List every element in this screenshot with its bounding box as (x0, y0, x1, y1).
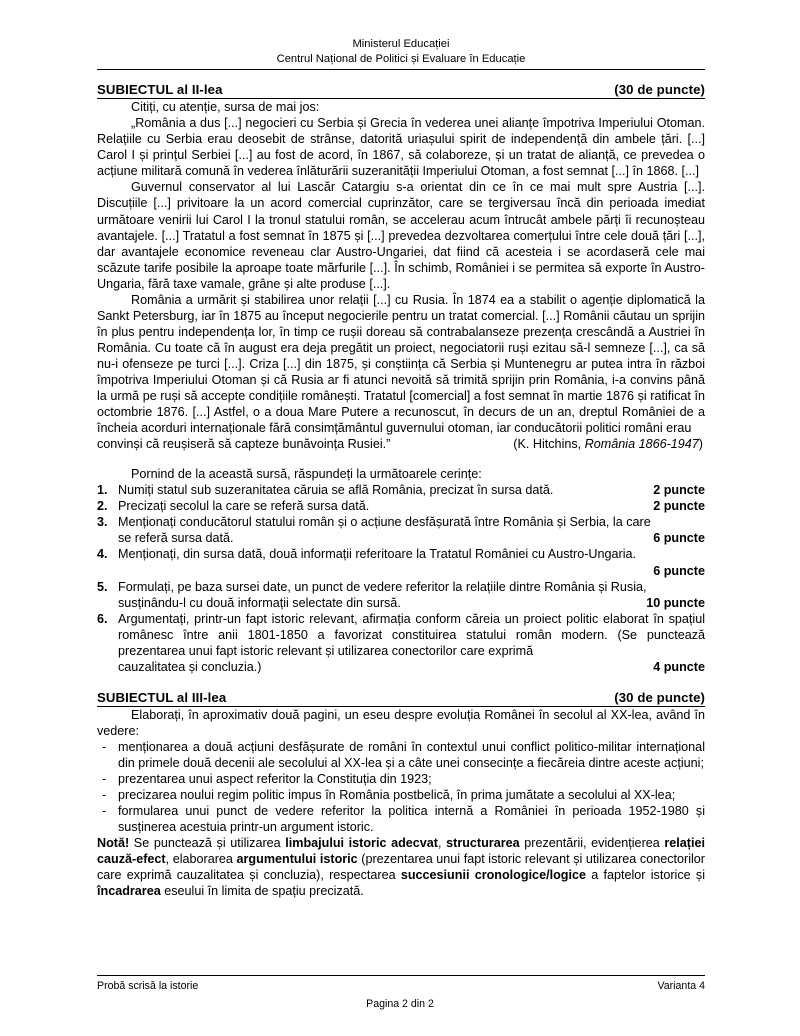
requirement-text: Menționați, din sursa dată, două informații referitoare la Tratatul României cu Austro-Ungaria. (118, 547, 637, 562)
essay-bullet-text: precizarea noului regim politic impus în România postbelică, în prima jumătate a secolului al XX-lea; (118, 788, 676, 803)
note-plain: , (438, 836, 447, 851)
requirement-item-3 (97, 514, 705, 546)
requirement-body (118, 514, 705, 546)
source-attribution-line (97, 436, 705, 452)
requirement-text: Numiți statul sub suzeranitatea căruia se află România, precizat în sursa dată. (118, 483, 554, 498)
source-closing-text: convinși că reușiseră să capteze bunăvoința Rusiei.” (97, 437, 391, 452)
essay-bullet-text: menționarea a două acțiuni desfășurate de români în contextul unui conflict politico-militar internațional din primele două decenii ale secolului al XX-lea și a câte unei consecințe a fiecăreia dintre aceste acțiuni; (118, 739, 705, 770)
requirement-text-line-1: Menționați conducătorul statului român și o acțiune desfășurată între România și Serbia, la care (118, 515, 651, 530)
footer-variant-label: Varianta 4 (657, 980, 705, 992)
requirement-text-line-1: Formulați, pe baza sursei date, un punct de vedere referitor la relațiile dintre România și Rusia, (118, 579, 647, 594)
citation-suffix: ) (698, 437, 703, 452)
ministry-name: Ministerul Educației (352, 38, 450, 50)
dash-icon: - (102, 739, 107, 754)
subject-two-points: (30 de puncte) (614, 82, 705, 98)
source-paragraph-1: „România a dus [...] negocieri cu Serbia și Grecia în vederea unei alianțe împotriva Imperiului Otoman. Relațiile cu Serbia erau deosebit de strânse, datorită uriașului spirit de independență din ambele țări. [...] Carol I și prințul Serbiei [...] au fost de acord, în 1867, să colaboreze, și un tratat de alianță, ce prevedea o acțiune militară comună în vederea înlăturării suzeranității Imperiului Otoman, a fost semnat [...] în 1868. [...] (97, 116, 705, 179)
requirements-list (97, 482, 705, 675)
page-number: Pagina 2 din 2 (366, 998, 434, 1010)
requirement-points: 2 puncte (653, 499, 705, 514)
note-plain: eseului în limita de spațiu precizată. (160, 884, 364, 899)
note-emphasis: structurarea (446, 836, 520, 851)
note-text (97, 836, 705, 898)
subject-three-title: SUBIECTUL al III-lea (97, 689, 227, 705)
note-plain: prezentării, evidențierea (519, 836, 665, 851)
requirement-text-line-2: se referă sursa dată. (118, 531, 234, 546)
requirement-text-line-2: susținându-l cu două informații selectate din sursă. (118, 595, 401, 610)
footer-divider (97, 975, 705, 976)
requirement-text-last-row (118, 530, 705, 546)
note-emphasis: succesiunii cronologice/logice (400, 868, 586, 883)
citation-title: România 1866-1947 (584, 437, 699, 452)
subject-two-title: SUBIECTUL al II-lea (97, 82, 223, 98)
note-plain: Se punctează și utilizarea (129, 836, 286, 851)
dash-icon: - (102, 804, 107, 819)
requirements-prompt: Pornind de la această sursă, răspundeți la următoarele cerințe: (131, 467, 482, 482)
requirement-number: 4. (97, 547, 108, 562)
essay-bullet-1 (97, 739, 705, 771)
essay-bullet-text: prezentarea unui aspect referitor la Constituția din 1923; (118, 772, 432, 787)
requirement-number: 5. (97, 579, 108, 594)
essay-bullet-4 (97, 803, 705, 835)
requirement-number: 6. (97, 611, 108, 626)
requirement-points: 4 puncte (653, 659, 705, 674)
citation-prefix: (K. Hitchins, (513, 437, 585, 452)
source-paragraph-2: Guvernul conservator al lui Lascăr Catargiu s-a orientat din ce în ce mai mult spre Austria [...]. Discuțiile [...] privitoare la un acord comercial cuprinzător, care se tergiversau încă din perioada imediat următoare venirii lui Carol I la tronul statului român, se accelerau acum întrucât ambele părți îi recunoșteau avantajele. [...] Tratatul a fost semnat în 1875 și [...] prevedea dezvoltarea comerțului între cele două țări [...], dar avantajele economice reveneau clar Austro-Ungariei, dat fiind că acesteia i se acordaseră cele mai scăzute tarife posibile la aproape toate mărfurile [...]. În schimb, României i se permitea să exporte în Austro-Ungaria, fără taxe vamale, grâne și alte produse [...]. (97, 180, 705, 291)
note-emphasis: relației cauză-efect (97, 836, 705, 867)
requirement-item-4 (97, 546, 705, 578)
requirement-body (118, 482, 705, 498)
evaluation-centre-name: Centrul Național de Politici și Evaluare în Educație (276, 52, 526, 65)
footer (97, 979, 705, 993)
essay-bullet-3 (97, 787, 705, 803)
requirement-points: 6 puncte (653, 563, 705, 578)
subject-two-instruction: Citiți, cu atenție, sursa de mai jos: (131, 100, 320, 115)
page-content (97, 0, 705, 899)
grading-note (97, 835, 705, 899)
requirement-number: 2. (97, 499, 108, 514)
requirement-text-last-row (118, 595, 705, 611)
requirement-item-5 (97, 579, 705, 611)
note-label: Notă! (97, 836, 130, 851)
requirement-text: Precizați secolul la care se referă sursa dată. (118, 499, 370, 514)
dash-icon: - (102, 772, 107, 787)
requirement-item-6 (97, 611, 705, 675)
requirement-points: 2 puncte (653, 483, 705, 498)
requirement-item-1 (97, 482, 705, 498)
source-citation (513, 436, 705, 452)
requirement-points: 10 puncte (646, 595, 705, 610)
subject-three-points: (30 de puncte) (614, 689, 705, 705)
subject-three-heading (97, 690, 705, 707)
source-paragraph-3: România a urmărit și stabilirea unor relații [...] cu Rusia. În 1874 ea a stabilit o agenție diplomatică la Sankt Petersburg, iar în 1875 au început negocierile pentru un tratat comercial. [...] Românii căutau un sprijin în plus pentru independența lor, în timp ce rușii doreau să contrabalanseze prezența crescândă a Austriei în România. Cu toate că în august era deja pregătit un proiect, negociatorii ruși ezitau să-l semneze [...], ca să nu-i ofenseze pe turci [...]. Criza [...] din 1875, și conștiința că Serbia și Muntenegru ar putea intra în război împotriva Imperiului Otoman și că Rusia ar fi atunci nevoită să trimită sprijin prin România, i-a convins până la urmă pe ruși să accepte condițiile românești. Tratatul [comercial] a fost semnat în martie 1876 și ratificat în octombrie 1876. [...] Astfel, o a doua Mare Putere a recunoscut, în decurs de un an, dreptul României de a încheia acorduri internaționale fără consimțământul guvernului otoman, iar conducătorii politici români erau (97, 292, 705, 436)
essay-bullet-text: formularea unui punct de vedere referitor la politica internă a României în perioada 1952-1980 și susținerea acestuia printr-un argument istoric. (118, 804, 705, 835)
requirement-body (118, 546, 705, 578)
document-header (97, 0, 705, 66)
requirement-text-line-2: cauzalitatea și concluzia.) (118, 659, 262, 674)
footer-exam-label: Probă scrisă la istorie (97, 980, 199, 992)
requirement-text-last-row (118, 659, 705, 675)
note-emphasis: încadrarea (97, 884, 161, 899)
requirement-number: 1. (97, 483, 108, 498)
requirement-item-2 (97, 498, 705, 514)
essay-intro: Elaborați, în aproximativ două pagini, un eseu despre evoluția Românei în secolul al XX-lea, având în vedere: (97, 707, 705, 738)
requirement-number: 3. (97, 515, 108, 530)
dash-icon: - (102, 788, 107, 803)
subject-two-heading (97, 82, 705, 99)
note-emphasis: argumentului istoric (236, 852, 358, 867)
requirement-body (118, 498, 705, 514)
requirement-body (118, 579, 705, 611)
note-emphasis: limbajului istoric adecvat (285, 836, 438, 851)
requirement-text-line-1: Argumentați, printr-un fapt istoric relevant, afirmația conform căreia un proiect politic elaborat în spațiul românesc între anii 1801-1850 a favorizat constituirea statului român modern. (Se punctează prezentarea unui fapt istoric relevant și utilizarea conectorilor care exprimă (118, 611, 705, 658)
note-plain: a faptelor istorice și (585, 868, 705, 883)
header-divider (97, 69, 705, 70)
requirement-body (118, 611, 705, 675)
essay-bullet-2 (97, 771, 705, 787)
note-plain: (prezentarea unui fapt istoric relevant și utilizarea conectorilor care exprimă cauzalitatea și concluzia), respectarea (97, 852, 705, 883)
essay-bullet-list (97, 739, 705, 835)
requirement-points: 6 puncte (653, 531, 705, 546)
note-plain: , elaborarea (165, 852, 237, 867)
